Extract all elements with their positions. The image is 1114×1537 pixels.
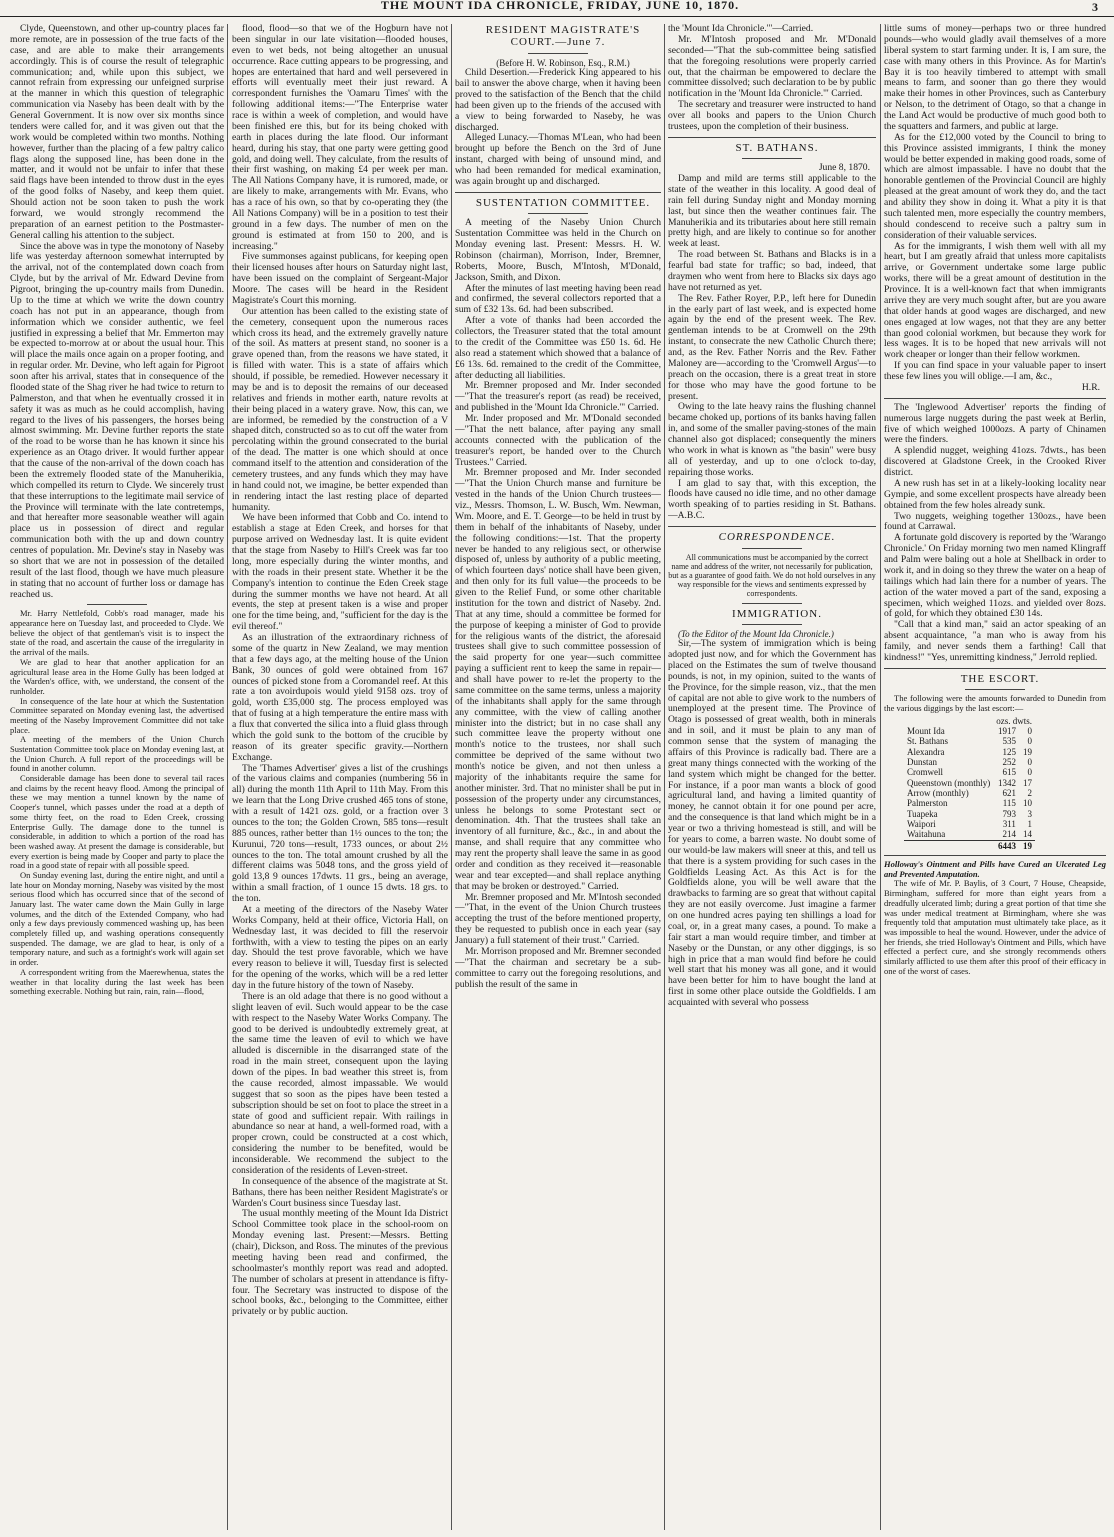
table-row — [904, 829, 1035, 840]
divider — [668, 526, 876, 527]
divider — [742, 603, 802, 604]
escort-place: St. Bathans — [907, 736, 949, 747]
table-row — [904, 736, 1035, 746]
news-item: Two nuggets, weighing together 130ozs., have been found at Carrawal. — [884, 510, 1106, 533]
masthead — [0, 0, 1114, 17]
letter-paragraph: little sums of money—perhaps two or three hundred pounds—who would gladly avail themselves of a more liberal system to start farming under. It is, I am sure, the case with many others in this Province. As for Martin's Bay it is too heavily timbered to attempt with small means to farm, and sooner than go there they would make their homes in other Provinces, such as Canterbury or Nelson, to the detriment of Otago, so that a change in the Land Act would be productive of much good both to the squatters and farmers, and public at large. — [884, 24, 1106, 132]
news-item: A fortunate gold discovery is reported by the 'Warango Chronicle.' On Friday morning two men named Klingraff and Palm were baling out a hole at Shellback in order to work it, and in doing so they threw the water on a heap of tailings which had lain there for a number of years. The action of the water moved a part of the sand, exposing a specimen, which weighed 11ozs. and yielded over 8ozs. of gold, for which they obtained £30 14s. — [884, 532, 1106, 620]
escort-table — [904, 716, 1035, 851]
escort-ozs: 1342 — [997, 777, 1016, 788]
article-paragraph: Owing to the late heavy rains the flushing channel became choked up, portions of its banks having fallen in, and some of the smaller paving-stones of the main channel also got displaced; consequently the miners who work in what is known as "the basin" were busy all of yesterday, and up to one o'clock to-day, repairing those works. — [668, 401, 876, 478]
section-heading-correspondence: CORRESPONDENCE. — [718, 531, 836, 544]
news-item: We have been informed that Cobb and Co. intend to establish a stage at Eden Creek, and horses for that purpose arrived on Wednesday last. It is quite evident that the stage from Naseby to Hill's Creek was far too long, more especially during the winter months, and with the roads in their present state. Whether it be the Company's intention to continue the Eden Creek stage during the summer months we have not heard. At all events, the step at present taken is a wise and proper one for the time being, and, "sufficient for the day is the evil thereof." — [232, 512, 448, 633]
newspaper-title: THE MOUNT IDA CHRONICLE, FRIDAY, JUNE 10, 1870. — [380, 0, 740, 12]
divider — [742, 624, 802, 625]
table-row — [904, 809, 1035, 819]
divider — [884, 668, 1106, 669]
article-paragraph: Mr. Bremner proposed and Mr. M'Intosh seconded—"That, in the event of the Union Church trustees accepting the trust of the before mentioned property, they be requested to publish once in each year (say January) a full statement of their trust." Carried. — [455, 891, 661, 947]
holloway-advertisement — [884, 860, 1106, 976]
letter-paragraph: Sir,—The system of immigration which is being adopted just now, and for which the Government has placed on the Estimates the sum of twelve thousand pounds, is not, in my opinion, suited to the wants of the Province, for the simple reason, viz., that the men of capital are not able to give work to the numbers of unemployed at the present time. The Province of Otago is possessed of great wealth, both in minerals and in soil, and it must be plain to any man of common sense that the system of managing the affairs of this Province is radically bad. There are a great many things connected with the working of the land system which might be changed for the better. For instance, if a poor man wants a block of good agricultural land, and having a limited quantity of money, he cannot obtain it for one pound per acre, and the consequence is that land which might be in a year or two a thriving homestead is still, and will be for years to come, a barren waste. No doubt some of our would-be law makers will sneer at this, and tell us that there is a system providing for such cases in the Goldfields Leasing Act. As this Act is for the Goldfields alone, you will be well aware that the drawbacks to farming are so great that without capital they are not easily overcome. Just imagine a farmer on one hundred acres paying ten shillings a load for coal, or, in a great many cases, a pound. To make a fair start a man would require timber, and timber at Naseby or the Dunstan, or any other diggings, is so high in price that a man would find before he could well start that his money was all gone, and it would have been better for him to have bought the land at first in some other place outside the Goldfields. I am acquainted with several who possess — [668, 638, 876, 1009]
article-paragraph: Mr. M'Intosh proposed and Mr. M'Donald seconded—"That the sub-committee being satisfied that the foregoing resolutions were properly carried out, that the chairman be empowered to declare the committee dissolved; such declaration to be by public notification in the 'Mount Ida Chronicle.'" Carried. — [668, 33, 876, 100]
news-item: Our attention has been called to the existing state of the cemetery, consequent upon the numerous races which cross its head, and the extremely gravelly nature of the soil. As matters at present stand, no sooner is a grave opened than, from the reasons we have stated, it is filled with water. This is a state of affairs which should, if possible, be remedied. However necessary it may be and is to deposit the remains of our deceased relatives and friends in mother earth, nature revolts at their being placed in a watery grave. Now, this can, we are informed, be remedied by the construction of a V shaped ditch, constructed so as to cut off the water from percolating within the ground consecrated to the burial of the dead. The matter is one which should at once command itself to the attention and consideration of the cemetery trustees, and any funds which they may have in hand could not, we imagine, be better expended than in rendering intact the last resting place of departed humanity. — [232, 305, 448, 513]
divider — [455, 192, 661, 193]
escort-ozs: 535 — [1002, 736, 1016, 747]
section-heading-sustentation: SUSTENTATION COMMITTEE. — [475, 196, 651, 209]
escort-units-row — [904, 716, 1035, 726]
local-news-items — [10, 609, 224, 997]
table-row — [904, 726, 1035, 736]
escort-dwts: 14 — [1023, 829, 1032, 840]
article-paragraph: The Rev. Father Royer, P.P., left here for Dunedin in the early part of last week, and is expected home again by the end of the present week. The Rev. gentleman intends to be at Cromwell on the 29th instant, to consecrate the new Catholic Church there; and, as the Rev. Father Norris and the Rev. Father Maloney are—according to the 'Cromwell Argus'—to preach on the occasion, there is a great treat in store for those who may have the good fortune to be present. — [668, 292, 876, 402]
section-heading-st-bathans: ST. BATHANS. — [735, 141, 819, 154]
column-3 — [455, 24, 661, 1530]
escort-intro: The following were the amounts forwarded to Dunedin from the various diggings by the last escort:— — [884, 693, 1106, 713]
column-rule — [227, 24, 228, 1530]
news-item: In consequence of the late hour at which the Sustentation Committee separated on Monday evening last, the advertised meeting of the Naseby Improvement Committee did not take place. — [10, 695, 224, 735]
article-paragraph: Since the above was in type the monotony of Naseby life was yesterday afternoon somewhat interrupted by the arrival, not of the contemplated down coach from Clyde, but by the arrival of Mr. Edward Devine from Pigroot, bringing the up-country mails from Dunedin. Up to the time at which we write the down country coach has not put in an appearance, though from information which we consider authentic, we feel justified in expressing a belief that Mr. Emmerton may be expected to-morrow at or about the usual hour. This will place the mails once again on a proper footing, and in regular order. Mr. Devine, who left again for Pigroot soon after his arrival, states that in consequence of the flooded state of the Shag river he had twice to return to Palmerston, and that when he eventually crossed it in safety it was as much as he could accomplish, having regard to the lives of his passengers, the horses being almost swimming. Mr. Devine further reports the state of the road to be worse than he has known it since his experience as an Otago driver. It would further appear that the cause of the non-arrival of the down coach has been the extremely flooded state of the Manuherikia, which compelled its return to Clyde. We sincerely trust that these interruptions to the legitimate mail service of the Province will terminate with the late contretemps, and that hereafter more seasonable weather will again place us in possession of direct and regular communication both with the up and down country centres of population. Mr. Devine's stay in Naseby was so short that we are not in possession of the detailed result of the last flood, though we have much pleasure in stating that no account of further loss or damage has reached us. — [10, 240, 224, 600]
escort-ozs: 214 — [1002, 829, 1016, 840]
news-item: "Call that a kind man," said an actor speaking of an absent acquaintance, "a man who is away from his family, and never sends them a farthing! Call that kindness!" "Yes, unremitting kindness," Jerrold replied. — [884, 619, 1106, 663]
escort-ozs: 793 — [1002, 808, 1016, 819]
escort-dwts: 19 — [1023, 746, 1032, 757]
escort-dwts: 0 — [1027, 767, 1032, 778]
escort-dwts: 0 — [1027, 736, 1032, 747]
escort-total-ozs: 6443 — [993, 840, 1019, 851]
escort-total-dwts: 19 — [1019, 840, 1035, 851]
article-paragraph: Damp and mild are terms still applicable to the state of the weather in this locality. A good deal of rain fell during Sunday night and Monday morning last, but since then the weather continues fair. The Manuherikia and its tributaries about here still remain pretty high, and are likely to continue so for another week at least. — [668, 173, 876, 250]
escort-ozs: 125 — [1002, 746, 1016, 757]
escort-ozs: 311 — [1002, 819, 1016, 830]
article-paragraph: Clyde, Queenstown, and other up-country places far more remote, are in possession of the true facts of the case, and are able to make their arrangements accordingly. This is of course the result of telegraphic communication; and, while upon this subject, we cannot refrain from expressing our unfeigned surprise at the manner in which this question of telegraphic communication via Naseby has been dealt with by the General Government. It is now over six months since tenders were called for, and it was given out that the work would be completed within two months. Nothing however, further than the placing of a few paltry calico flags along the supposed line, has been done in the matter, and it would not be unfair to infer that these said flags have been intended to throw dust in the eyes of the good folks of Naseby, and keep them quiet. Should action not be soon taken to push the work forward, we would strongly recommend the preparation of an earnest petition to the Postmaster-General calling his attention to the subject. — [10, 24, 224, 241]
table-row — [904, 788, 1035, 798]
escort-place: Waitahuna — [907, 829, 946, 840]
news-item: We are glad to hear that another application for an agricultural lease area in the Home Gully has been lodged at the Warden's office, with, we understand, the consent of the runholder. — [10, 656, 224, 696]
letter-paragraph: If you can find space in your valuable paper to insert these few lines you will oblige.—I am, &c., — [884, 360, 1106, 382]
article-paragraph: Child Desertion.—Frederick King appeared to his bail to answer the above charge, when it having been proved to the satisfaction of the Bench that the child had been given up to the friends of the accused with a view to being forwarded to Naseby, he was discharged. — [455, 67, 661, 133]
divider — [528, 213, 588, 214]
escort-ozs: 115 — [1002, 798, 1016, 809]
letter-signature: H.R. — [1081, 381, 1100, 393]
section-heading-court: RESIDENT MAGISTRATE'S COURT.—June 7. — [485, 24, 641, 49]
article-paragraph: I am glad to say that, with this exception, the floods have caused no idle time, and no other damage worth speaking of to parties residing in St. Bathans.—A.B.C. — [668, 477, 876, 522]
news-item: At a meeting of the directors of the Naseby Water Works Company, held at their office, Victoria Hall, on Wednesday last, it was decided to fill the reservoir forthwith, with a view to testing the pipes on an early day. Should the test prove favorable, which we have every reason to believe it will, Tuesday first is selected for the opening of the works, which will be a red letter day in the future history of the town of Naseby. — [232, 903, 448, 991]
advertisement-body: The wife of Mr. P. Baylis, of 3 Court, 7 House, Cheapside, Birmingham, suffered for more than eight years from a dreadfully ulcerated limb; during a great portion of that time she was under medical treatment at Birmingham, where she was frequently told that amputation must ultimately take place, as it was impossible to heal the wound. However, under the advice of her friends, she tried Holloway's Ointment and Pills, which have effected a perfect cure, and she strongly recommends others similarly afflicted to use them after this proof of their efficacy in one of the worst of cases. — [884, 878, 1106, 976]
page-number: 3 — [1092, 0, 1098, 14]
escort-place: Alexandra — [907, 746, 945, 757]
escort-ozs: 252 — [1002, 756, 1016, 767]
article-paragraph: Mr. Inder proposed and Mr. M'Donald seconded—"That the nett balance, after paying any small accounts connected with the publication of the treasurer's report, be handed over to the Church Trustees." Carried. — [455, 413, 661, 468]
news-item: The usual monthly meeting of the Mount Ida District School Committee took place in the school-room on Monday evening last. Present:—Messrs. Betting (chair), Dickson, and Ross. The minutes of the previous meeting having been read and confirmed, the schoolmaster's monthly report was read and adopted. The number of scholars at present in attendance is fifty-four. The Secretary was instructed to dispose of the school books, &c., belonging to the Committee, either privately or by public auction. — [232, 1208, 448, 1318]
escort-dwts: 1 — [1027, 819, 1032, 830]
divider — [528, 53, 588, 54]
court-subheading: (Before H. W. Robinson, Esq., R.M.) — [496, 57, 630, 68]
divider — [742, 548, 802, 549]
news-item: As an illustration of the extraordinary richness of some of the quartz in New Zealand, we may mention that a few days ago, at the melting house of the Union Bank, 30 ounces of gold were obtained from 167 ounces of picked stone from a Coromandel reef. At this rate a ton avoirdupois would yield 9158 ozs. troy of gold, worth £35,000 stg. The process employed was that of fusing at a high temperature the entire mass with a flux that converted the silica into a fluid glass through which the gold sunk to the bottom of the crucible by reason of its greater specific gravity.—Northern Exchange. — [232, 632, 448, 763]
divider — [884, 855, 1106, 856]
article-paragraph: A meeting of the Naseby Union Church Sustentation Committee was held in the Church on Monday evening last. Present: Messrs. H. W. Robinson (chairman), Morrison, Inder, Bremner, Roberts, Moore, Busch, M'Intosh, M'Donald, Jackson, Smith, and Dixon. — [455, 217, 661, 283]
escort-place: Palmerston — [907, 798, 948, 809]
article-paragraph: After the minutes of last meeting having been read and confirmed, the several collectors reported that a sum of £32 13s. 6d. had been subscribed. — [455, 282, 661, 316]
column-1 — [10, 24, 224, 1530]
column-2 — [232, 24, 448, 1530]
advertisement-heading: Holloway's Ointment and Pills have Cured an Ulcerated Leg and Prevented Amputation. — [884, 859, 1106, 879]
news-item: flood, flood—so that we of the Hogburn have not been singular in our late visitation—flooded houses, even to wet beds, not being altogether an unusual occurrence. Race cutting appears to be progressing, and hopes are entertained that hard and well persevered in efforts will eventually meet their just reward. A correspondent furnishes the 'Oamaru Times' with the following additional items:—"The Enterprise water race is within a week of completion, and would have been finished ere this, but for its being choked with earth in places during the late flood. Our informant heard, during his stay, that one party were getting good gold, and doing well. They calculate, from the results of their first washing, on making £4 per week per man. The All Nations Company have, it is rumored, made, or are likely to make, arrangements with Mr. Evans, who has a race of his own, so that by co-operating they (the All Nations Company) will be in a position to test their ground in a few days. The number of men on the ground is estimated at from 150 to 200, and is increasing." — [232, 24, 448, 252]
column-rule — [664, 24, 665, 1530]
news-item: A new rush has set in at a likely-looking locality near Gympie, and some excellent prospects have already been obtained from the few holes already sunk. — [884, 477, 1106, 511]
escort-place: Dunstan — [907, 756, 937, 767]
article-paragraph: Mr. Bremner proposed and Mr. Inder seconded—"That the Union Church manse and furniture be vested in the hands of the Union Church trustees—viz., Messrs. Thomson, L. W. Busch, Wm. Newman, Wm. Moore, and E. T. George—to be held in trust by them in behalf of the inhabitants of Naseby, under the following conditions:—1st. That the property never be handed to any religious sect, or otherwise disposed of, unless by authority of a public meeting, of which fourteen days' notice shall have been given, and then only for its full value—the proceeds to be given to the Relief Fund, or some other charitable institution for the town and district of Naseby. 2nd. That at any time, should a committee be formed for the purpose of keeping a minister of God to provide for the religious wants of the district, the aforesaid trustees shall give to such committee possession of the said property for one year—such committee paying a sufficient rent to keep the same in repair—and shall have power to re-let the property to the same committee on the same terms, unless a majority of the inhabitants shall apply for the same through any committee, with the view of calling another minister into the district; but in no case shall any such committee leave the property without one month's notice to the trustees, nor shall such committee be deprived of the same without two month's notice be given, and not then unless a majority of the inhabitants require the same for another minister. 3rd. That no minister shall be put in possession of the property under any circumstances, unless he belongs to some Protestant sect or denomination. 4th. That the trustees shall take an inventory of all furniture, &c., &c., in and about the manse, and shall require that any committee who may rent the property shall leave the same in as good order and condition as they received it—reasonable wear and tear excepted—and shall replace anything that may be broken or destroyed." Carried. — [455, 467, 661, 892]
table-row — [904, 778, 1035, 788]
news-item: A correspondent writing from the Maerewhenua, states the weather in that locality during the last week has been something execrable. Nothing but rain, rain, rain—flood, — [10, 966, 224, 997]
escort-place: Tuapeka — [907, 808, 938, 819]
escort-ozs: 615 — [1002, 767, 1016, 778]
escort-total-row — [904, 840, 1035, 851]
escort-dwts: 17 — [1023, 777, 1032, 788]
news-item: The 'Thames Advertiser' gives a list of the crushings of the various claims and companies (numbering 56 in all) during the month 11th April to 11th May. From this we learn that the Long Drive crushed 465 tons of stone, with a result of 1421 ozs. gold, or a fraction over 3 ounces to the ton; the Golden Crown, 585 tons—result 885 ounces, rather better than 1½ ounces to the ton; the Kurunui, 720 tons—result, 1733 ounces, or about 2½ ounces to the ton. The total amount crushed by all the different claims was 5048 tons, and the gross yield of gold 13,8 9 ounces 17dwts. 11 grs., being an average, within a small fraction, of 1 ounce 15 dwts. 18 grs. to the ton. — [232, 762, 448, 904]
escort-place: Cromwell — [907, 767, 943, 778]
divider — [884, 398, 1106, 399]
article-paragraph: Mr. Bremner proposed and Mr. Inder seconded—"That the treasurer's report (as read) be received, and published in the 'Mount Ida Chronicle.'" Carried. — [455, 380, 661, 414]
escort-place: Mount Ida — [907, 725, 945, 736]
escort-dwts: 0 — [1027, 756, 1032, 767]
news-item: The 'Inglewood Advertiser' reports the finding of numerous large nuggets during the past week at Berlin, five of which weighed 1000ozs. A party of Chinamen were the finders. — [884, 401, 1106, 446]
column-rule — [880, 24, 881, 1530]
letter-paragraph: As for the £12,000 voted by the Council to bring to this Province assisted immigrants, I think the money would be better expended in making good roads, some of which are almost impassable. I have no doubt that the honorable gentlemen of the Provincial Council are highly pleased at the great amount of work they do, and the tact and ability they show in doing it. What a pity it is that such talented men, more especially the country members, should condescend to receive such a paltry sum in consideration of their valuable services. — [884, 131, 1106, 241]
news-item: Five summonses against publicans, for keeping open their licensed houses after hours on Saturday night last, have been issued on the complaint of Sergeant-Major Moore. The cases will be heard in the Resident Magistrate's Court this morning. — [232, 251, 448, 306]
column-5 — [884, 24, 1106, 1530]
letter-address: (To the Editor of the Mount Ida Chronicle.) — [678, 629, 834, 640]
news-item: On Sunday evening last, during the entire night, and until a late hour on Monday morning, Naseby was visited by the most serious flood which has occurred since that of the second of January last. The water came down the Main Gully in large volumes, and the ditch of the Extended Company, who had only a few days previously commenced washing up, has been completely filled up, and washing operations consequently suspended. The damage, we are glad to hear, is only of a temporary nature, and such as a fortnight's work will again set in order. — [10, 869, 224, 968]
table-row — [904, 767, 1035, 777]
section-heading-immigration: IMMIGRATION. — [732, 607, 822, 620]
escort-ozs: 621 — [1002, 788, 1016, 799]
table-row — [904, 747, 1035, 757]
escort-place: Waipori — [907, 819, 936, 830]
table-row — [904, 757, 1035, 767]
escort-place: Queenstown (monthly) — [907, 777, 991, 788]
column-4 — [668, 24, 876, 1530]
article-paragraph: Mr. Morrison proposed and Mr. Bremner seconded—"That the chairman and secretary be a sub-committee to carry out the foregoing resolutions, and publish the result of the same in — [455, 945, 661, 990]
escort-dwts: 0 — [1027, 725, 1032, 736]
article-paragraph: the 'Mount Ida Chronicle.'"—Carried. — [668, 24, 814, 34]
news-item: There is an old adage that there is no good without a slight leaven of evil. Such would appear to be the case with respect to the Naseby Water Works Company. The good to be derived is undoubtedly extremely great, at the same time the leaven of evil to which we have alluded is discernible in the disarranged state of the road in the main street, consequent upon the laying down of the pipes. In bad weather this street is, from the cause recorded, almost impassable. We would suggest that so soon as the pipes have been tested a subscription should be set on foot to place the street in a state of good and sufficient repair. With railings in abundance so near at hand, a well-formed road, with a proper crown, could be constructed at a cost which, considering the number to be benefited, would be inconsiderable. We recommend the subject to the consideration of the residents of Leven-street. — [232, 990, 448, 1176]
divider — [742, 158, 802, 159]
table-row — [904, 798, 1035, 808]
section-heading-escort: THE ESCORT. — [960, 672, 1040, 685]
correspondence-notice: All communications must be accompanied by the correct name and address of the writer, not necessarily for publication, but as a guarantee of good faith. We do not hold ourselves in any way responsible for the views and sentiments expressed by correspondents. — [668, 552, 876, 599]
escort-dwts: 2 — [1027, 788, 1032, 799]
table-row — [904, 819, 1035, 829]
article-paragraph: After a vote of thanks had been accorded the collectors, the Treasurer stated that the total amount to the credit of the Committee was £50 1s. 6d. He also read a statement which showed that a balance of £6 13s. 6d. remained to the credit of the Committee, after deducting all liabilities. — [455, 315, 661, 381]
escort-place: Arrow (monthly) — [907, 788, 969, 799]
divider — [87, 604, 147, 605]
article-paragraph: The secretary and treasurer were instructed to hand over all books and papers to the Union Church trustees, upon the completion of their business. — [668, 99, 876, 132]
divider — [668, 137, 876, 138]
escort-dwts: 10 — [1023, 798, 1032, 809]
column-rule — [451, 24, 452, 1530]
escort-ozs: 1917 — [997, 725, 1016, 736]
escort-dwts: 3 — [1027, 808, 1032, 819]
letter-paragraph: As for the immigrants, I wish them well with all my heart, but I am greatly afraid that unless more capitalists arrive, or Government undertake some large public works, there will be a great amount of destitution in the Province. It is a well-known fact that when immigrants arrive they are very much sought after, but are you aware that older hands at good wages are discharged, and new ones engaged at low wages, not that they are any better than good colonial workmen, but because they work for less wages. It is to be hoped that new arrivals will not work cheaper or longer than their fellow workmen. — [884, 240, 1106, 361]
news-item: In consequence of the absence of the magistrate at St. Bathans, there has been neither Resident Magistrate's or Warden's Court business since Tuesday last. — [232, 1175, 448, 1209]
dateline: June 8, 1870. — [818, 162, 870, 174]
article-paragraph: The road between St. Bathans and Blacks is in a fearful bad state for traffic; so bad, indeed, that draymen who went from here to Blacks six days ago have not returned as yet. — [668, 249, 876, 293]
news-item: Mr. Harry Nettlefold, Cobb's road manager, made his appearance here on Tuesday last, and proceeded to Clyde. We believe the object of that gentleman's visit is to inspect the state of the road, and ascertain the cause of the irregularity in the arrival of the mails. — [10, 608, 224, 658]
escort-units: ozs. dwts. — [996, 715, 1032, 726]
divider — [965, 689, 1025, 690]
news-item: A meeting of the members of the Union Church Sustentation Committee took place on Monday evening last, at the Union Church. A full report of the proceedings will be found in another column. — [10, 734, 224, 774]
news-item: Considerable damage has been done to several tail races and claims by the recent heavy flood. Among the principal of these we may mention a tunnel known by the name of Cooper's tunnel, which passes under the road at a depth of some thirty feet, on the road to Eden Creek, crossing Enterprise Gully. The damage done to the tunnel is considerable, in addition to which a portion of the road has been washed away. At present the damage is considerable, but every exertion is being made by Cooper and party to place the road in a good state of repair with all possible speed. — [10, 773, 224, 871]
news-item: A splendid nugget, weighing 41ozs. 7dwts., has been discovered at Gladstone Creek, in the Crooked River district. — [884, 445, 1106, 478]
article-paragraph: Alleged Lunacy.—Thomas M'Lean, who had been brought up before the Bench on the 3rd of June instant, charged with being of unsound mind, and who had been remanded for medical examination, was again brought up and discharged. — [455, 132, 661, 187]
